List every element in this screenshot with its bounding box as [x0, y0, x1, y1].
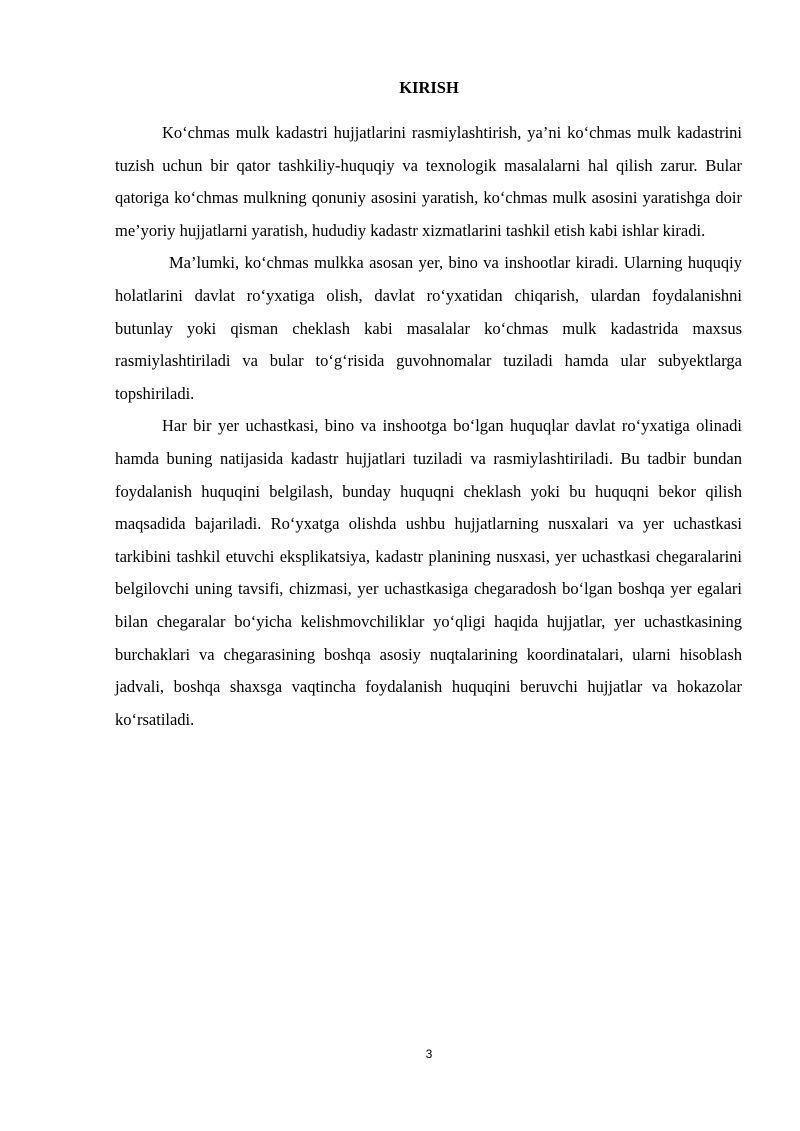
paragraph-3: Har bir yer uchastkasi, bino va inshootga bo‘lgan huquqlar davlat ro‘yxatiga olinadi hamda buning natijasida kadastr hujjatlari tuziladi va rasmiylashtiriladi. Bu tadbir bundan foydalanish huquqini belgilash, bunday huquqni cheklash yoki bu huquqni bekor qilish maqsadida bajariladi. Ro‘yxatga olishda ushbu hujjatlarning nusxalari va yer uchastkasi tarkibini tashkil etuvchi eksplikatsiya, kadastr planining nusxasi, yer uchastkasi chegaralarini belgilovchi uning tavsifi, chizmasi, yer uchastkasiga chegaradosh bo‘lgan boshqa yer egalari bilan chegaralar bo‘yicha kelishmovchiliklar yo‘qligi haqida hujjatlar, yer uchastkasining burchaklari va chegarasining boshqa asosiy nuqtalarining koordinatalari, ularni hisoblash jadvali, boshqa shaxsga vaqtincha foydalanish huquqini beruvchi hujjatlar va hokazolar ko‘rsatiladi.	[115, 416, 742, 729]
page-number: 3	[425, 1047, 433, 1061]
body-text	[115, 117, 742, 736]
paragraph-2: Ma’lumki, ko‘chmas mulkka asosan yer, bino va inshootlar kiradi. Ularning huquqiy holatlarini davlat ro‘yxatiga olish, davlat ro‘yxatidan chiqarish, ulardan foydalanishni butunlay yoki qisman cheklash kabi masalalar ko‘chmas mulk kadastrida maxsus rasmiylashtiriladi va bular to‘g‘risida guvohnomalar tuziladi hamda ular subyektlarga topshiriladi.	[115, 253, 742, 403]
paragraph-1: Ko‘chmas mulk kadastri hujjatlarini rasmiylashtirish, ya’ni ko‘chmas mulk kadastrini tuzish uchun bir qator tashkiliy-huquqiy va texnologik masalalarni hal qilish zarur. Bular qatoriga ko‘chmas mulkning qonuniy asosini yaratish, ko‘chmas mulk asosini yaratishga doir me’yoriy hujjatlarni yaratish, hududiy kadastr xizmatlarini tashkil etish kabi ishlar kiradi.	[115, 123, 742, 240]
page-title: KIRISH	[399, 78, 459, 97]
